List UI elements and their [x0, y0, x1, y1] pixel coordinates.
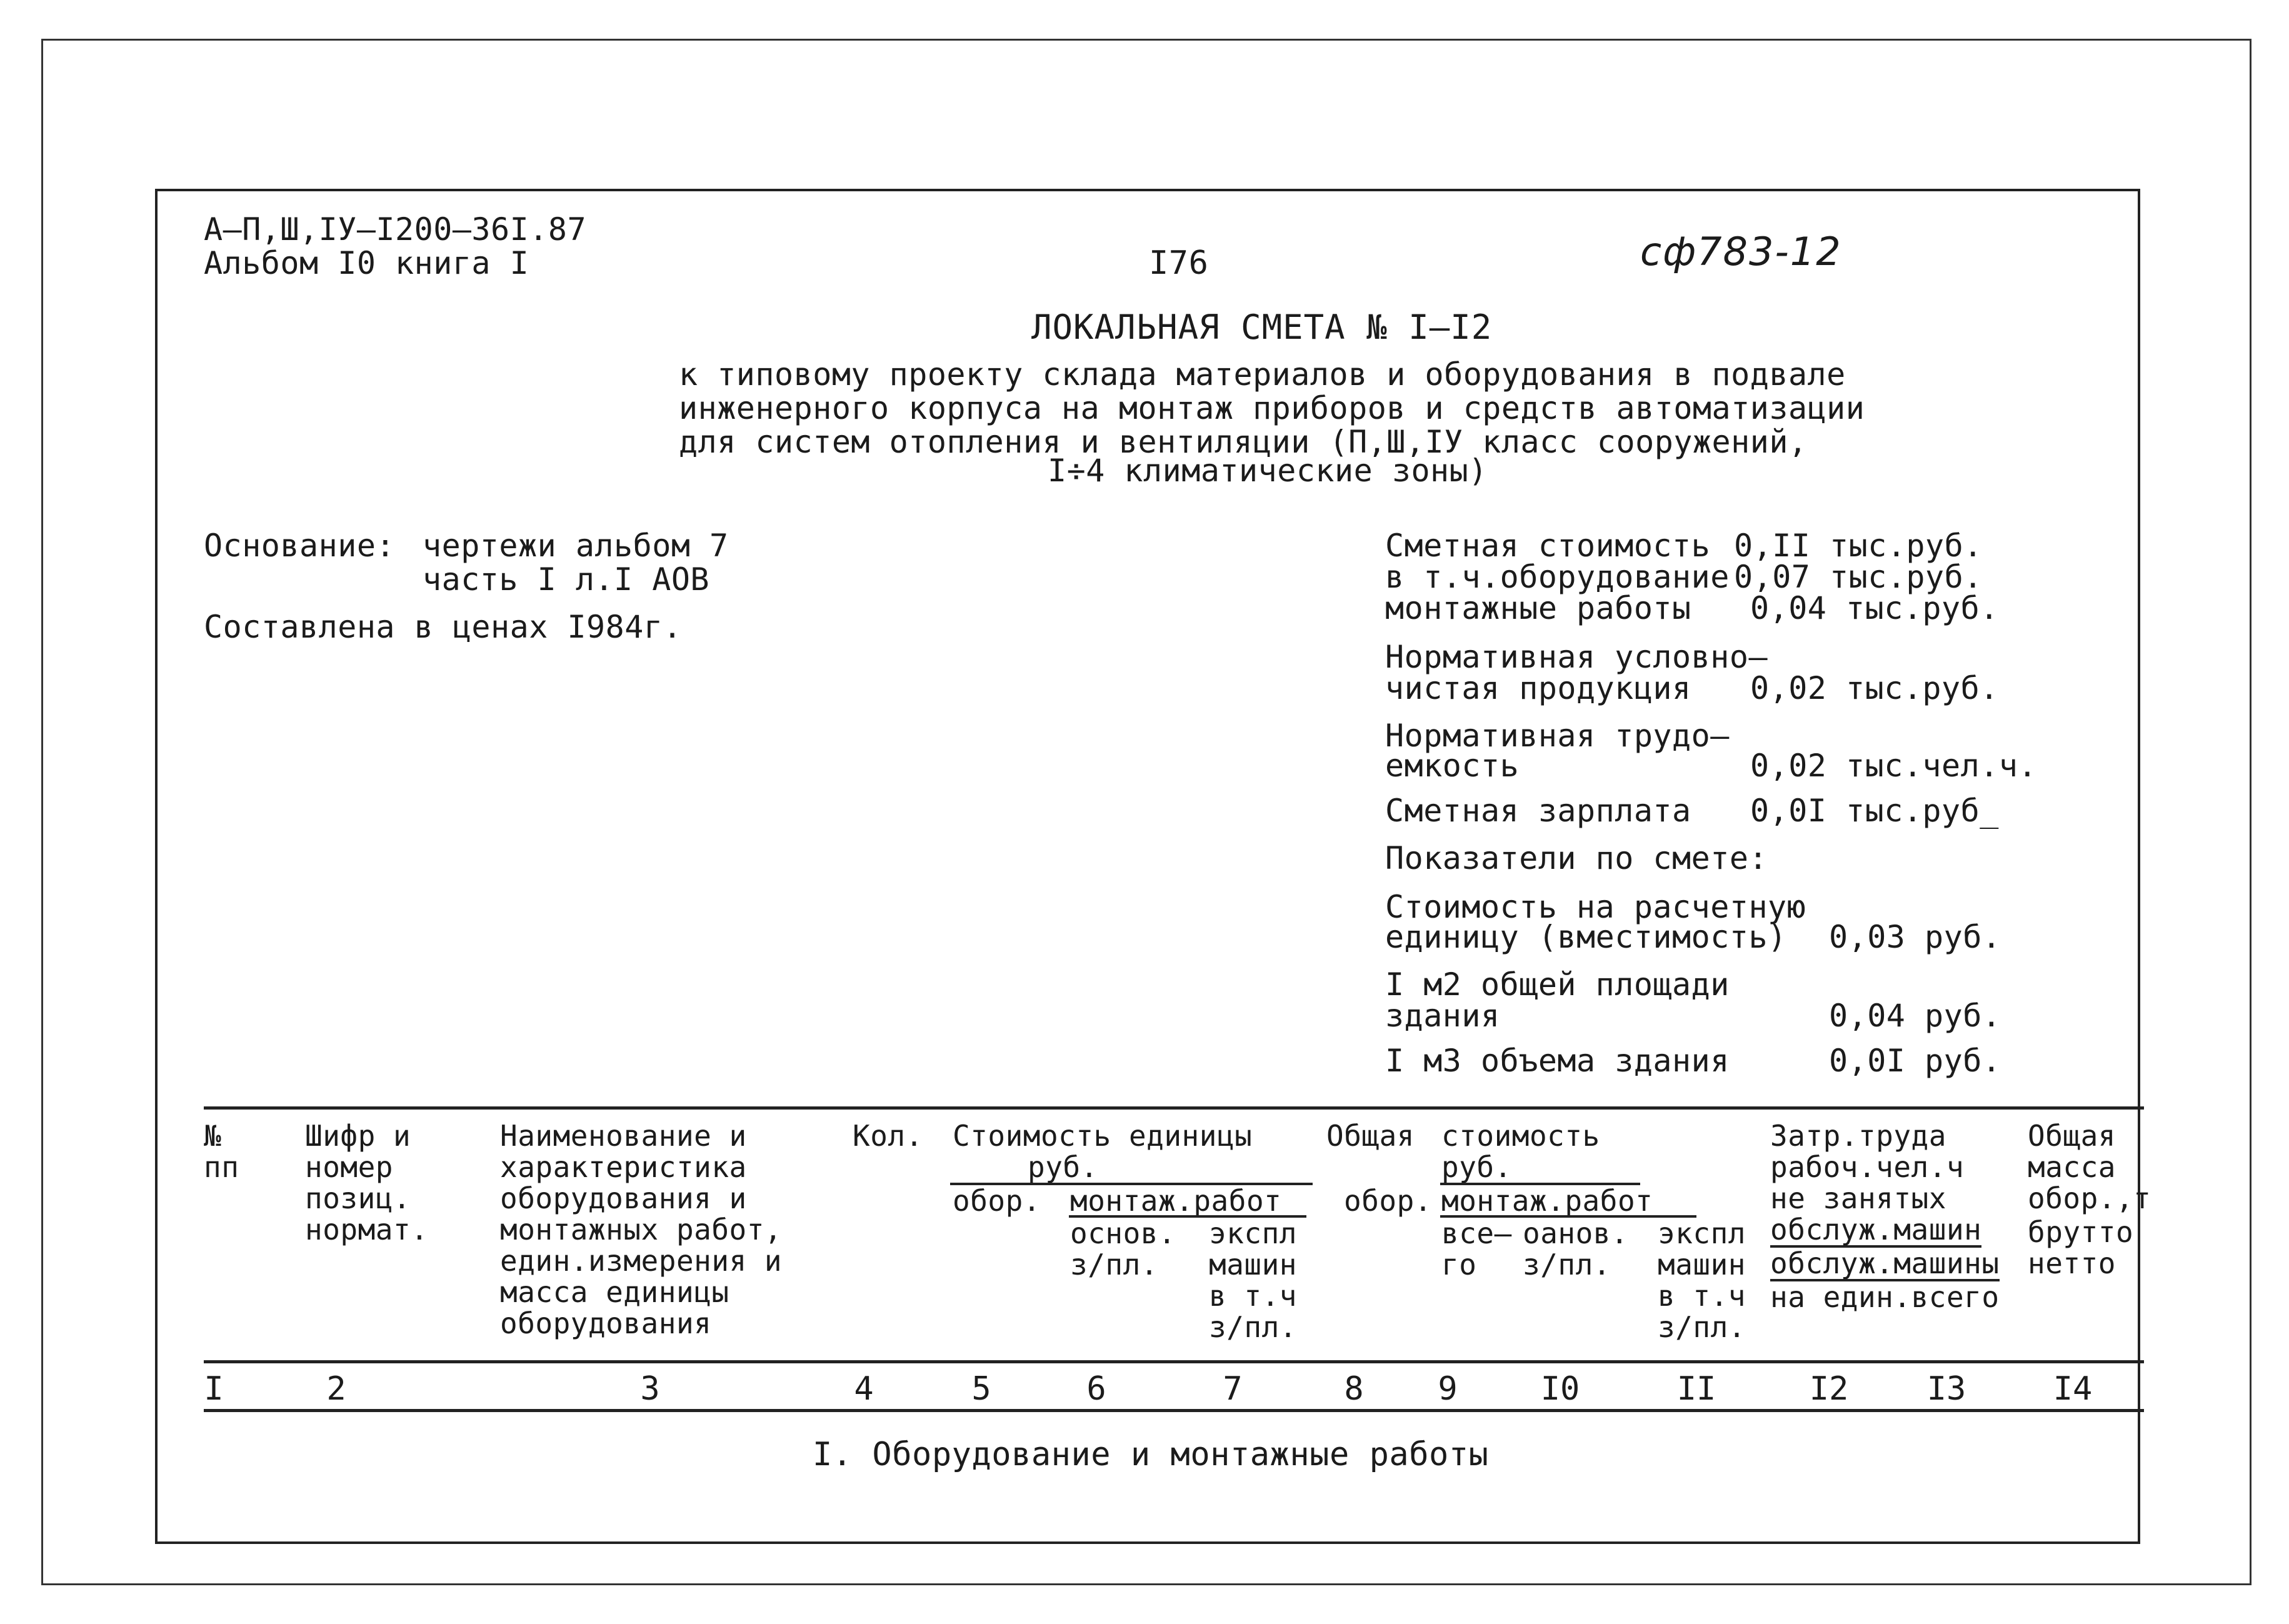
- basis-line-2: часть I л.I АОВ: [423, 561, 710, 598]
- install-label: монтажные работы: [1385, 590, 1691, 626]
- area-value: 0,04 руб.: [1829, 998, 2001, 1034]
- total-cost-h-a: Общая: [1326, 1119, 1415, 1153]
- column-numbers-top-rule: [204, 1360, 2144, 1363]
- total-osnov-h1: оанов.: [1523, 1216, 1629, 1250]
- cost-value: 0,II тыс.руб.: [1734, 528, 1983, 564]
- col-name-h1: Наименование и: [500, 1119, 747, 1153]
- column-number: 8: [1344, 1370, 1364, 1408]
- equipment-label: в т.ч.оборудование: [1385, 559, 1730, 595]
- mass-h1: Общая: [2028, 1119, 2116, 1153]
- col-name-h5: един.измерения и: [500, 1244, 783, 1278]
- sheet-code: сф783-12: [1640, 229, 1842, 274]
- total-montazh-h: монтаж.работ: [1441, 1184, 1653, 1218]
- col-name-h3: оборудования и: [500, 1181, 747, 1215]
- unit-osnov-h1: основ.: [1070, 1216, 1176, 1250]
- col-qty-h: Кол.: [853, 1119, 923, 1153]
- column-number: 3: [640, 1370, 660, 1408]
- unit-cost-label-1: Стоимость на расчетную: [1385, 889, 1806, 925]
- document-code: А–П,Ш,IУ–I200–36I.87: [204, 211, 587, 248]
- volume-value: 0,0I руб.: [1829, 1043, 2001, 1079]
- cost-label: Сметная стоимость: [1385, 528, 1711, 564]
- title-line-2: инженерного корпуса на монтаж приборов и средств автоматизации: [679, 390, 1865, 426]
- equipment-value: 0,07 тыс.руб.: [1734, 559, 1983, 595]
- estimate-title: ЛОКАЛЬНАЯ СМЕТА № I–I2: [1031, 308, 1493, 347]
- volume-label: I м3 объема здания: [1385, 1043, 1730, 1079]
- total-cost-h-b: стоимость: [1441, 1119, 1600, 1153]
- column-numbers-bottom-rule: [204, 1409, 2144, 1412]
- unit-ekspl-h2: машин: [1209, 1248, 1297, 1281]
- labor-h6: на един.всего: [1770, 1280, 2000, 1314]
- mass-h5: нетто: [2028, 1246, 2116, 1280]
- column-number: I0: [1540, 1370, 1580, 1408]
- column-number: 6: [1086, 1370, 1106, 1408]
- area-label-2: здания: [1385, 998, 1500, 1034]
- wage-value: 0,0I тыс.руб_: [1750, 793, 1999, 829]
- basis-line-1: чертежи альбом 7: [423, 528, 729, 564]
- unit-cost-value: 0,03 руб.: [1829, 919, 2001, 955]
- column-number: I2: [1809, 1370, 1849, 1408]
- unit-obor-h: обор.: [953, 1184, 1041, 1218]
- labor-label-1: Нормативная трудо–: [1385, 718, 1730, 754]
- total-vse-h2: го: [1441, 1248, 1477, 1281]
- labor-value: 0,02 тыс.чел.ч.: [1750, 748, 2038, 784]
- unit-ekspl-h4: з/пл.: [1209, 1310, 1297, 1344]
- col-name-h4: монтажных работ,: [500, 1213, 783, 1246]
- labor-h4: обслуж.машин: [1770, 1213, 1982, 1246]
- price-basis: Составлена в ценах I984г.: [204, 609, 683, 645]
- column-number: 5: [971, 1370, 991, 1408]
- unit-cost-rub-h: руб.: [1028, 1150, 1098, 1184]
- title-line-1: к типовому проекту склада материалов и оборудования в подвале: [679, 356, 1846, 393]
- column-number: I4: [2053, 1370, 2093, 1408]
- col-code-h1: Шифр и: [305, 1119, 411, 1153]
- title-line-3: для систем отопления и вентиляции (П,Ш,IУ класс сооружений,: [679, 424, 1808, 460]
- page-number: I76: [1149, 244, 1209, 282]
- section-title: I. Оборудование и монтажные работы: [813, 1436, 1489, 1473]
- labor-h5: обслуж.машины: [1770, 1246, 2000, 1280]
- column-number: 4: [854, 1370, 874, 1408]
- col-code-h2: номер: [305, 1150, 393, 1184]
- unit-ekspl-h3: в т.ч: [1209, 1279, 1297, 1313]
- total-cost-rub-h: руб.: [1441, 1150, 1512, 1184]
- mass-h4: брутто: [2028, 1215, 2134, 1249]
- col-num-h2: пп: [204, 1150, 239, 1184]
- unit-ekspl-h1: экспл: [1209, 1216, 1297, 1250]
- col-code-h3: позиц.: [305, 1181, 411, 1215]
- net-label-1: Нормативная условно–: [1385, 639, 1768, 675]
- total-osnov-h2: з/пл.: [1523, 1248, 1611, 1281]
- col-name-h2: характеристика: [500, 1150, 747, 1184]
- labor-label-2: емкость: [1385, 748, 1520, 784]
- unit-montazh-h: монтаж.работ: [1070, 1184, 1282, 1218]
- mass-h2: масса: [2028, 1150, 2116, 1184]
- col-name-h6: масса единицы: [500, 1275, 729, 1309]
- basis-label: Основание:: [204, 528, 396, 564]
- total-vse-h1: все–: [1441, 1216, 1512, 1250]
- column-number: 9: [1438, 1370, 1458, 1408]
- net-label-2: чистая продукция: [1385, 670, 1691, 706]
- labor-h3: не занятых: [1770, 1181, 1946, 1215]
- title-line-4: I÷4 климатические зоны): [1048, 453, 1488, 489]
- table-top-rule: [204, 1106, 2144, 1110]
- column-number: 7: [1223, 1370, 1243, 1408]
- column-number: I3: [1926, 1370, 1966, 1408]
- album-info: Альбом I0 книга I: [204, 245, 529, 281]
- indicators-label: Показатели по смете:: [1385, 840, 1768, 876]
- unit-osnov-h2: з/пл.: [1070, 1248, 1158, 1281]
- total-ekspl-h4: з/пл.: [1658, 1310, 1746, 1344]
- col-code-h4: нормат.: [305, 1213, 429, 1246]
- install-value: 0,04 тыс.руб.: [1750, 590, 1999, 626]
- col-name-h7: оборудования: [500, 1306, 712, 1340]
- labor-h2: рабоч.чел.ч: [1770, 1150, 1965, 1184]
- column-number: 2: [326, 1370, 346, 1408]
- total-ekspl-h2: машин: [1658, 1248, 1746, 1281]
- unit-cost-label-2: единицу (вместимость): [1385, 919, 1787, 955]
- col-num-h1: №: [204, 1119, 222, 1153]
- area-label-1: I м2 общей площади: [1385, 966, 1730, 1003]
- column-number: II: [1676, 1370, 1716, 1408]
- mass-h3: обор.,т: [2028, 1181, 2151, 1215]
- labor-h1: Затр.труда: [1770, 1119, 1946, 1153]
- total-obor-h: обор.: [1344, 1184, 1432, 1218]
- unit-cost-h: Стоимость единицы: [953, 1119, 1253, 1153]
- total-ekspl-h1: экспл: [1658, 1216, 1746, 1250]
- net-value: 0,02 тыс.руб.: [1750, 670, 1999, 706]
- column-number: I: [204, 1370, 224, 1408]
- wage-label: Сметная зарплата: [1385, 793, 1691, 829]
- total-ekspl-h3: в т.ч: [1658, 1279, 1746, 1313]
